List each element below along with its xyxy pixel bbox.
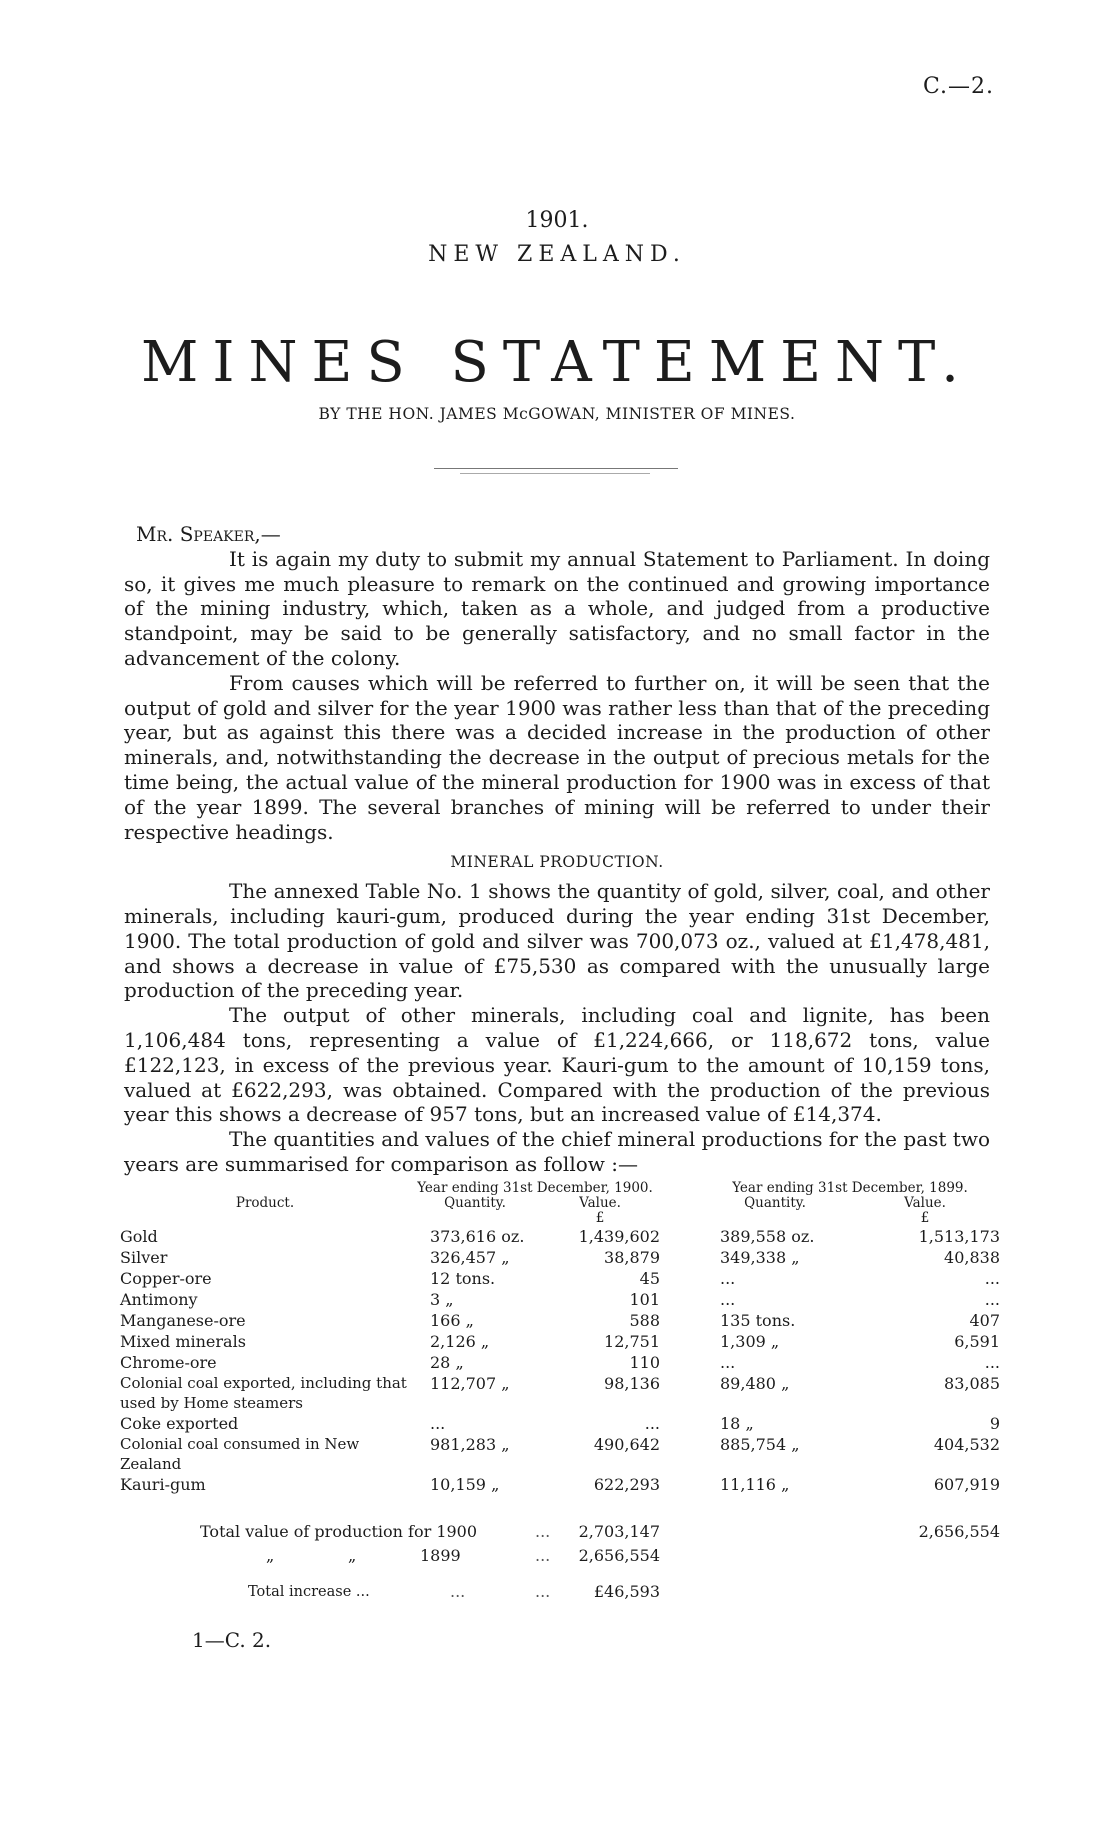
value-1900: ... bbox=[644, 1414, 660, 1433]
quantity-1900: 112,707 „ bbox=[430, 1374, 510, 1393]
value-1900: 588 bbox=[629, 1311, 660, 1330]
total-increase-row bbox=[120, 1580, 1000, 1604]
leader-dots: ... bbox=[535, 1522, 551, 1541]
value-1899: 407 bbox=[969, 1311, 1000, 1330]
product-name: Manganese-ore bbox=[120, 1311, 246, 1330]
table-row bbox=[120, 1247, 1000, 1268]
document-title: MINES STATEMENT. bbox=[141, 330, 973, 395]
quantity-1900: 2,126 „ bbox=[430, 1332, 490, 1351]
paragraph: The annexed Table No. 1 shows the quantity of gold, silver, coal, and other minerals, including kauri-gum, produced during the year ending 31st December, 1900. The total production of gold and silver was 700,073 oz., valued at £1,478,481, and shows a decrease in value of £75,530 as compared with the unusually large production of the preceding year. bbox=[124, 879, 990, 1003]
increase-value: £46,593 bbox=[593, 1582, 660, 1601]
spacer bbox=[660, 1474, 700, 1495]
quantity-1900: 28 „ bbox=[430, 1353, 464, 1372]
total-label: Total value of production for 1900 bbox=[200, 1522, 478, 1541]
table-row bbox=[120, 1413, 1000, 1434]
spacer bbox=[660, 1247, 700, 1268]
value-1899: 1,513,173 bbox=[918, 1227, 1000, 1246]
total-row-1899 bbox=[120, 1544, 1000, 1568]
quantity-1899: 389,558 oz. bbox=[720, 1227, 815, 1246]
value-1900: 45 bbox=[639, 1269, 660, 1288]
value-1899: 404,532 bbox=[933, 1435, 1000, 1454]
sheet-reference: 1—C. 2. bbox=[192, 1628, 272, 1652]
value-1900: 12,751 bbox=[604, 1332, 660, 1351]
quantity-1899: 1,309 „ bbox=[720, 1332, 780, 1351]
quantity-1899: ... bbox=[720, 1353, 736, 1372]
value-1899: ... bbox=[984, 1290, 1000, 1309]
column-header-value: Value. bbox=[579, 1195, 621, 1211]
value-1899: 607,919 bbox=[933, 1475, 1000, 1494]
value-1899: ... bbox=[984, 1269, 1000, 1288]
value-1899: 6,591 bbox=[954, 1332, 1000, 1351]
product-name: Kauri-gum bbox=[120, 1475, 206, 1494]
paragraph: It is again my duty to submit my annual Statement to Parliament. In doing so, it gives me much pleasure to remark on the continued and growing importance of the mining industry, which, taken as a whole, and judged from a productive standpoint, may be said to be generally satisfactory, and no small factor in the advancement of the colony. bbox=[124, 546, 990, 670]
paragraph: From causes which will be referred to further on, it will be seen that the output of gold and silver for the year 1900 was rather less than that of the preceding year, but as against this there was a decided increase in the production of other minerals, and, notwithstanding the decrease in the output of precious metals for the time being, the actual value of the mineral production for 1900 was in excess of that of the year 1899. The several branches of mining will be referred to under their respective headings. bbox=[124, 670, 990, 844]
table-currency-row bbox=[120, 1211, 1000, 1226]
table-group-header bbox=[120, 1181, 1000, 1196]
value-1900: 110 bbox=[629, 1353, 660, 1372]
table-column-header bbox=[120, 1196, 1000, 1211]
page-reference: C.—2. bbox=[922, 74, 994, 99]
table-row bbox=[120, 1434, 1000, 1474]
quantity-1900: 10,159 „ bbox=[430, 1475, 500, 1494]
spacer bbox=[660, 1352, 700, 1373]
product-name: Chrome-ore bbox=[120, 1353, 217, 1372]
table-row bbox=[120, 1310, 1000, 1331]
total-value-1899-column: 2,656,554 bbox=[918, 1522, 1000, 1541]
quantity-1899: 11,116 „ bbox=[720, 1475, 790, 1494]
spacer bbox=[660, 1434, 700, 1474]
spacer bbox=[660, 1226, 700, 1247]
value-1900: 101 bbox=[629, 1290, 660, 1309]
leader-dots: ... bbox=[535, 1582, 551, 1601]
quantity-1900: 3 „ bbox=[430, 1290, 454, 1309]
quantity-1900: 373,616 oz. bbox=[430, 1227, 525, 1246]
product-name: Antimony bbox=[120, 1290, 198, 1309]
ditto-mark: „ bbox=[266, 1546, 275, 1565]
group-header-1900: Year ending 31st December, 1900. bbox=[417, 1180, 653, 1196]
product-name: Gold bbox=[120, 1227, 158, 1246]
divider-rule-lower bbox=[460, 473, 650, 474]
value-1899: 40,838 bbox=[944, 1248, 1000, 1267]
currency-symbol: £ bbox=[920, 1210, 930, 1226]
product-name: Colonial coal consumed in New Zealand bbox=[120, 1435, 360, 1473]
table-row bbox=[120, 1352, 1000, 1373]
quantity-1900: 981,283 „ bbox=[430, 1435, 510, 1454]
spacer bbox=[660, 1331, 700, 1352]
table-row bbox=[120, 1289, 1000, 1310]
column-header-quantity: Quantity. bbox=[744, 1195, 806, 1211]
quantity-1899: 89,480 „ bbox=[720, 1374, 790, 1393]
value-1900: 490,642 bbox=[593, 1435, 660, 1454]
quantity-1900: 326,457 „ bbox=[430, 1248, 510, 1267]
quantity-1899: 18 „ bbox=[720, 1414, 754, 1433]
production-table bbox=[120, 1181, 1000, 1495]
quantity-1899: 349,338 „ bbox=[720, 1248, 800, 1267]
table-row bbox=[120, 1226, 1000, 1247]
leader-dots: ... bbox=[535, 1546, 551, 1565]
value-1899: 9 bbox=[989, 1414, 1000, 1433]
column-header-product: Product. bbox=[235, 1195, 295, 1211]
group-header-1899: Year ending 31st December, 1899. bbox=[732, 1180, 968, 1196]
paragraph: The quantities and values of the chief mineral productions for the past two years are summarised for comparison as follow :— bbox=[124, 1127, 990, 1176]
table-row bbox=[120, 1373, 1000, 1413]
value-1899: ... bbox=[984, 1353, 1000, 1372]
section-heading: MINERAL PRODUCTION. bbox=[450, 853, 664, 872]
column-header-value: Value. bbox=[904, 1195, 946, 1211]
leader-dots: ... bbox=[450, 1582, 466, 1601]
totals-block bbox=[120, 1520, 1000, 1604]
column-header-quantity: Quantity. bbox=[444, 1195, 506, 1211]
document-year: 1901. bbox=[525, 208, 589, 233]
table-row bbox=[120, 1474, 1000, 1495]
quantity-1899: 135 tons. bbox=[720, 1311, 796, 1330]
quantity-1900: 12 tons. bbox=[430, 1269, 496, 1288]
spacer bbox=[660, 1289, 700, 1310]
ditto-mark: „ bbox=[348, 1546, 357, 1565]
value-1900: 98,136 bbox=[604, 1374, 660, 1393]
value-1900: 622,293 bbox=[593, 1475, 660, 1494]
product-name: Coke exported bbox=[120, 1414, 239, 1433]
divider-rule bbox=[434, 468, 678, 469]
statement-body bbox=[124, 522, 990, 1177]
total-value-1899: 2,656,554 bbox=[578, 1546, 660, 1565]
table-row bbox=[120, 1331, 1000, 1352]
total-year: 1899 bbox=[420, 1546, 461, 1565]
value-1900: 1,439,602 bbox=[578, 1227, 660, 1246]
spacer bbox=[660, 1268, 700, 1289]
product-name: Copper-ore bbox=[120, 1269, 212, 1288]
quantity-1899: ... bbox=[720, 1290, 736, 1309]
quantity-1899: ... bbox=[720, 1269, 736, 1288]
value-1899: 83,085 bbox=[944, 1374, 1000, 1393]
quantity-1900: ... bbox=[430, 1414, 446, 1433]
spacer bbox=[660, 1310, 700, 1331]
paragraph: The output of other minerals, including coal and lignite, has been 1,106,484 tons, representing a value of £1,224,666, or 118,672 tons, value £122,123, in excess of the previous year. Kauri-gum to the amount of 10,159 tons, valued at £622,293, was obtained. Compared with the production of the previous year this shows a decrease of 957 tons, but an increased value of £14,374. bbox=[124, 1003, 990, 1127]
quantity-1900: 166 „ bbox=[430, 1311, 474, 1330]
product-name: Mixed minerals bbox=[120, 1332, 246, 1351]
spacer bbox=[660, 1413, 700, 1434]
spacer bbox=[660, 1373, 700, 1413]
currency-symbol: £ bbox=[595, 1210, 605, 1226]
table-row bbox=[120, 1268, 1000, 1289]
salutation: Mr. Speaker,— bbox=[136, 522, 281, 546]
total-row-1900 bbox=[120, 1520, 1000, 1544]
quantity-1899: 885,754 „ bbox=[720, 1435, 800, 1454]
byline: BY THE HON. JAMES McGOWAN, MINISTER OF MINES. bbox=[318, 405, 796, 423]
increase-label: Total increase ... bbox=[248, 1584, 370, 1600]
product-name: Colonial coal exported, including that used by Home steamers bbox=[120, 1374, 407, 1412]
country-heading: NEW ZEALAND. bbox=[428, 242, 686, 267]
value-1900: 38,879 bbox=[604, 1248, 660, 1267]
product-name: Silver bbox=[120, 1248, 168, 1267]
total-value-1900: 2,703,147 bbox=[578, 1522, 660, 1541]
